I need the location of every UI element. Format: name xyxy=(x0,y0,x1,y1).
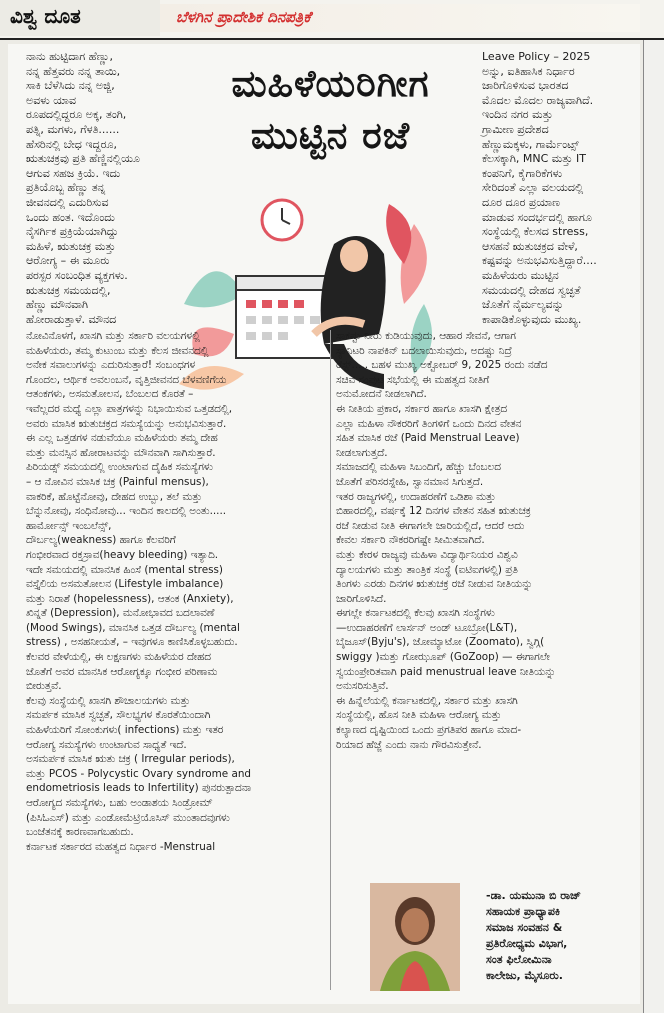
text-line: ವಸ್ತೈಲಿಯ ಅಸಮತೋಲನ (Lifestyle imbalance) xyxy=(26,578,224,591)
text-line: ಪಿರಿಯಡ್ಸ್ ಸಮಯದಲ್ಲಿ ಉಂಟಾಗುವ ದೈಹಿಕ ಸಮಸ್ಯೆಗಳು xyxy=(26,461,213,474)
text-line: ಆರೋಗ್ಯ – ಈ ಮೂರು xyxy=(26,254,110,268)
text-line: ರಜೆ ನೀಡುವ ನೀತಿ ಈಗಾಗಲೇ ಜಾರಿಯಲ್ಲಿದೆ, ಆದರೆ ಅದು xyxy=(336,519,525,532)
text-line: ಎಲ್ಲಾ ಮಹಿಳಾ ನೌಕರರಿಗೆ ತಿಂಗಳಿಗೆ ಒಂದು ದಿನದ ವೇತನ xyxy=(336,417,522,430)
text-line: ದೂರ ದೂರ ಪ್ರಯಾಣ xyxy=(482,195,560,209)
text-line: ಬೆನ್ನುನೋವು, ಸಂಧಿನೋವು... ಇಂದಿನ ಕಾಲದಲ್ಲಿ ಅಂತು..... xyxy=(26,505,227,518)
text-line: ಒಂದು ಹಂತ. ಇದೊಂದು xyxy=(26,210,115,224)
text-line: ಮಹಿಳೆಯರು ಮುಟ್ಟಿನ xyxy=(482,268,559,282)
text-line: ಮೊದಲ ಮೊದಲ ರಾಜ್ಯವಾಗಿದೆ. xyxy=(482,93,594,107)
text-line: ಆತಂಕಗಳು, ಅಸಮತೋಲನ, ಬೆಂಬಲದ ಕೊರತೆ – xyxy=(26,388,194,401)
text-line: ಪತ್ನಿ, ಮಗಳು, ಗೆಳತಿ...... xyxy=(26,122,120,136)
text-line: ಹೆಣ್ಣು ಮೌನವಾಗಿ xyxy=(26,298,89,312)
tagline-bar xyxy=(160,4,640,32)
text-line: ಸಮಯದಲ್ಲಿ ದೇಹದ ಸ್ವಚ್ಛತೆ xyxy=(482,283,581,297)
masthead xyxy=(0,0,664,40)
text-line: ಕಾಪಾಡಿಕೊಳ್ಳುವುದು ಮುಖ್ಯ. xyxy=(482,312,582,326)
text-line: ಪ್ರತಿಯೊಬ್ಬ ಹೆಣ್ಣು ತನ್ನ xyxy=(26,181,106,195)
text-line: Leave Policy – 2025 xyxy=(482,50,591,63)
byline-line: ಸಹಾಯಕ ಪ್ರಾಧ್ಯಾಪಕಿ xyxy=(486,905,561,918)
text-line: ಮತ್ತು ಕೇರಳ ರಾಜ್ಯವು ಮಹಿಳಾ ವಿದ್ಯಾರ್ಥಿನಿಯರ ವಿಶ್ವವಿ xyxy=(336,548,518,561)
text-line: ಋತುಚಕ್ರವು ಪ್ರತಿ ಹೆಣ್ಣಿನಲ್ಲಿಯೂ xyxy=(26,152,140,166)
text-line: ಮತ್ತು ಮನಸ್ಸಿನ ಹೋರಾಟವನ್ನು ಮೌನವಾಗಿ ಸಾಗಿಸುತ್ತಾರೆ. xyxy=(26,446,216,459)
intro-column xyxy=(26,50,166,327)
text-line: ಪರಸ್ಪರ ಸಂಬಂಧಿತ ವ್ಯಕ್ತಗಳು. xyxy=(26,268,128,282)
article-page xyxy=(8,44,640,1004)
text-line: ಈ ಎಲ್ಲ ಒತ್ತಡಗಳ ನಡುವೆಯೂ ಮಹಿಳೆಯರು ತಮ್ಮ ದೇಹ xyxy=(26,432,218,445)
text-line: ಕೆಲವರ ವೇಳೆಯಲ್ಲಿ, ಈ ಲಕ್ಷಣಗಳು ಮಹಿಳೆಯರ ದೇಹದ xyxy=(26,651,211,664)
text-line: ಇದೇ ಸಮಯದಲ್ಲಿ ಮಾನಸಿಕ ಹಿಂಸೆ (mental stress) xyxy=(26,563,223,576)
text-line: ಈಗಲ್ಲೇ ಕರ್ನಾಟಕದಲ್ಲಿ ಕೆಲವು ಖಾಸಗಿ ಸಂಸ್ಥೆಗಳು xyxy=(336,607,495,620)
text-line: ಕಂಪನಿಗೆ, ಕೈಗಾರಿಕೆಗಳು xyxy=(482,166,563,180)
text-line: —ಉದಾಹರಣೆಗೆ ಲಾರ್ಸನ್ ಅಂಡ್ ಟೂಬ್ರೋ(L&T), xyxy=(336,621,518,634)
tagline: ಬೆಳಗಿನ ಪ್ರಾದೇಶಿಕ ದಿನಪತ್ರಿಕೆ xyxy=(176,8,311,26)
newspaper-logo: ವಿಶ್ವ ದೂತ xyxy=(10,4,81,28)
text-line: ಆಸಹನೆ ಋತುಚಕ್ರದ ವೇಳೆ, xyxy=(482,239,578,253)
text-line: ಸಾಕಷ್ಟು ನೀರು ಕುಡಿಯುವುದು, ಆಹಾರ ಸೇವನೆ, ಆಗಾಗ xyxy=(336,330,516,342)
text-line: ಅನೇಕ ಸವಾಲುಗಳನ್ನು ಎದುರಿಸುತ್ತಾರೆ! ಸಂಬಂಧಗಳ xyxy=(26,359,196,372)
text-line: ರೂಪದಲ್ಲಿದ್ದರೂ ಅಕ್ಕ, ತಂಗಿ, xyxy=(26,108,127,122)
text-line: – ಆ ನೋವಿನ ಮಾಸಿಕ ಚಕ್ರ (Painful mensus), xyxy=(26,475,209,488)
text-line: ಬಿಹಾರದಲ್ಲಿ, ವರ್ಷಕ್ಕೆ 12 ದಿನಗಳ ವೇತನ ಸಹಿತ ಋತುಚಕ್ರ xyxy=(336,505,531,518)
headline-line-2: ಮುಟ್ಟಿನ ರಜೆ xyxy=(250,114,411,157)
text-line: ಈ ಹಿನ್ನೆಲೆಯಲ್ಲಿ ಕರ್ನಾಟಕದಲ್ಲಿ, ಸರ್ಕಾರ ಮತ್ತು ಖಾಸಗಿ xyxy=(336,694,518,707)
byline-line: ಸಮಾಜ ಸಂವಹನ & xyxy=(486,921,563,934)
text-line: ಸಮರ್ಪಕ ಮಾಸಿಕ ಸ್ವಚ್ಛತೆ, ಸೌಲಭ್ಯಗಳ ಕೊರತೆಯಿಂದಾಗಿ xyxy=(26,709,211,722)
policy-intro-column xyxy=(482,50,640,327)
text-line: ರಿಯಾದ ಹೆಜ್ಜೆ ಎಂದು ನಾನು ಗೌರವಿಸುತ್ತೇನೆ. xyxy=(336,738,482,751)
text-line: ಆಗುವ ಸಹಜ ಕ್ರಿಯೆ. ಇದು xyxy=(26,166,121,180)
text-line: ಜಾರಿಗೊಳಿಸಿದೆ. xyxy=(336,592,387,605)
headline xyxy=(158,58,503,162)
text-line: ಅವರು ಮಾಸಿಕ ಋತುಚಕ್ರದ ಸಮಸ್ಯೆಯನ್ನು ಅನುಭವಿಸುತ್ತಾರೆ. xyxy=(26,417,227,430)
text-line: ಈ ನೀತಿಯ ಪ್ರಕಾರ, ಸರ್ಕಾರ ಹಾಗೂ ಖಾಸಗಿ ಕ್ಷೇತ್ರದ xyxy=(336,402,508,415)
text-line: ರೆಸ್ಟ್..... ಬಹಳ ಮುಖ್ಯ ಅಕ್ಟೋಬರ್ 9, 2025 ರಂದು ನಡೆದ xyxy=(336,359,548,372)
text-line: ಸೇರಿದಂತೆ ಎಲ್ಲಾ ವಲಯದಲ್ಲಿ xyxy=(482,181,584,195)
text-line: ಗಂಭೀರವಾದ ರಕ್ತಸ್ರಾವ(heavy bleeding) ಇತ್ಯಾದಿ. xyxy=(26,548,219,561)
text-line: ತಿಂಗಳು ಎರಡು ದಿನಗಳ ಋತುಚಕ್ರ ರಜೆ ನೀಡುವ ನೀತಿಯನ್ನು xyxy=(336,578,533,591)
text-line: (Mood Swings), ಮಾನಸಿಕ ಒತ್ತಡ ದೌರ್ಬಲ್ಯ (mental xyxy=(26,621,240,634)
byline-line: ಕಾಲೇಜು, ಮೈಸೂರು. xyxy=(486,969,563,982)
text-line: ಮಹಿಳೆಯರು, ತಮ್ಮ ಕುಟುಂಬ ಮತ್ತು ಕೆಲಸ ಜೀವನದಲ್ಲಿ xyxy=(26,344,209,357)
text-line: ಮಹಿಳೆ, ಋತುಚಕ್ರ ಮತ್ತು xyxy=(26,239,116,253)
text-line: ಹೋರಾಡುತ್ತಾಳೆ. ಮೌನದ xyxy=(26,312,117,326)
text-line: ಜೊತೆಗೆ ಅವರ ಮಾನಸಿಕ ಆರೋಗ್ಯಕ್ಕೂ ಗಂಭೀರ ಪರಿಣಾಮ xyxy=(26,665,218,678)
text-line: ನೋವಿನೊಳಗೆ, ಖಾಸಗಿ ಮತ್ತು ಸರ್ಕಾರಿ ವಲಯಗಳಲ್ಲಿ xyxy=(26,330,200,342)
text-line: ಅವಳು ಯಾವ xyxy=(26,93,77,107)
body-column-left xyxy=(26,329,326,854)
text-line: ಕಷ್ಟವನ್ನು ಅನುಭವಿಸುತ್ತಿದ್ದಾರೆ.... xyxy=(482,254,597,268)
text-line: ಕೆಲವು ಸಂಸ್ಥೆಯಲ್ಲಿ ಖಾಸಗಿ ಶೌಚಾಲಯಗಳು ಮತ್ತು xyxy=(26,694,191,707)
logo-bar xyxy=(0,0,160,36)
text-line: ದ್ಯಾಲಯಗಳು ಮತ್ತು ತಾಂತ್ರಿಕ ಸಂಸ್ಥೆ (ಐಟಿಐಗಳಲ್ಲಿ) ಪ್ರತಿ xyxy=(336,563,518,576)
text-line: ಋತುಚಕ್ರ ಸಮಯದಲ್ಲಿ, xyxy=(26,283,111,297)
text-line: ಜೊತೆಗೆ ನೈರ್ಮಲ್ಯವನ್ನು xyxy=(482,298,564,312)
text-line: ಕೇವಲ ಸರ್ಕಾರಿ ನೌಕರರಿಗಷ್ಟೇ ಸೀಮಿತವಾಗಿದೆ. xyxy=(336,534,485,547)
text-line: (ಪಿಸಿಓಎಸ್) ಮತ್ತು ಎಂಡೋಮೆಟ್ರಿಯೊಸಿಸ್ ಮುಂತಾದವುಗಳು xyxy=(26,811,230,824)
text-line: ಜಾರಿಗೊಳಿಸುವ ಭಾರತದ xyxy=(482,79,569,93)
text-line: ಬಂಜೆತನಕ್ಕೆ ಕಾರಣವಾಗಬಹುದು. xyxy=(26,826,134,839)
text-line: ಗ್ರಾಮೀಣ ಪ್ರದೇಶದ xyxy=(482,122,549,136)
adjacent-page-edge xyxy=(643,40,664,1013)
text-line: ಇವೆಲ್ಲದರ ಮಧ್ಯೆ ಎಲ್ಲಾ ಪಾತ್ರಗಳನ್ನು ನಿಭಾಯಿಸುವ ಒತ್ತಡದಲ್ಲಿ, xyxy=(26,402,233,415)
text-line: swiggy )ಮತ್ತು ಗೋಝೂಪ್ (GoZoop) — ಈಗಾಗಲೇ xyxy=(336,651,550,664)
body-column-right xyxy=(336,329,638,752)
text-line: ಸಚಿವ ಸಂಪುಟ ಸಭೆಯಲ್ಲಿ ಈ ಮಹತ್ವದ ನೀತಿಗೆ xyxy=(336,373,490,386)
byline-line: ಸಂತ ಫಿಲೋಮಿನಾ xyxy=(486,953,552,966)
headline-line-1: ಮಹಿಳೆಯರಿಗೀಗ xyxy=(231,62,430,105)
text-line: ಹೆಸರಿನಲ್ಲಿ ಬೇಧ ಇದ್ದರೂ, xyxy=(26,137,117,151)
text-line: ಇತರ ರಾಜ್ಯಗಳಲ್ಲಿ, ಉದಾಹರಣೆಗೆ ಒಡಿಶಾ ಮತ್ತು xyxy=(336,490,496,503)
text-line: ಗೊಂದಲ, ಆರ್ಥಿಕ ಅವಲಂಬನೆ, ವೃತ್ತಿಜೀವನದ ಬೆಳವಣಿಗೆಯ xyxy=(26,373,227,386)
text-line: ಕರ್ನಾಟಕ ಸರ್ಕಾರದ ಮಹತ್ವದ ನಿರ್ಧಾರ -Menstrual xyxy=(26,840,216,853)
byline-line: -ಡಾ. ಯಮುನಾ ಬಿ ರಾಜ್ xyxy=(486,889,581,902)
text-line: ಮತ್ತು PCOS - Polycystic Ovary syndrome and xyxy=(26,767,251,780)
text-line: ಮಹಿಳೆಯರಿಗೆ ಸೋಂಕುಗಳು( infections) ಮತ್ತು ಇತರ xyxy=(26,724,224,737)
byline-line: ಪ್ರತಿರೋಧ್ಯಮ ವಿಭಾಗ, xyxy=(486,937,568,950)
text-line: ನೈಸರ್ಗಿಕ ಪ್ರಕ್ರಿಯೆಯಾಗಿದ್ದು xyxy=(26,225,119,239)
text-line: ಅನುಸರಿಸುತ್ತಿವೆ. xyxy=(336,680,389,693)
text-line: ಸಮಾಜದಲ್ಲಿ ಮಹಿಳಾ ಸಿಬಂದಿಗೆ, ಹೆಚ್ಚು ಬೆಂಬಲದ xyxy=(336,461,502,474)
text-line: ಕೆಲಸಕ್ಕಾಗಿ, MNC ಮತ್ತು IT xyxy=(482,152,586,166)
text-line: ಮತ್ತು ನಿರಾಶೆ (hopelessness), ಆತಂಕ (Anxiety), xyxy=(26,592,234,605)
text-line: ಸಂಸ್ಥೆಯಲ್ಲಿ, ಹೊಸ ನೀತಿ ಮಹಿಳಾ ಆರೋಗ್ಯ ಮತ್ತು xyxy=(336,709,502,722)
text-line: ಸಹಿತ ಮಾಸಿಕ ರಜೆ (Paid Menstrual Leave) xyxy=(336,432,520,445)
text-line: ಆರೋಗ್ಯ ಸಮಸ್ಯೆಗಳು ಉಂಟಾಗುವ ಸಾಧ್ಯತೆ ಇದೆ. xyxy=(26,738,187,751)
text-line: ನಾನು ಹುಟ್ಟಿದಾಗ ಹೆಣ್ಣು, xyxy=(26,50,114,63)
text-line: endometriosis leads to Infertility) ಪುನರುತ್ಪಾದನಾ xyxy=(26,782,252,795)
text-line: ಸ್ಯಾನಿಟರಿ ನಾಪಕಿನ್ ಬದಲಾಯಿಸುವುದು, ಅದಷ್ಟು ನಿದ್ರೆ xyxy=(336,344,512,357)
text-line: ಮಾಡುವ ಸಂದರ್ಭದಲ್ಲಿ ಹಾಗೂ xyxy=(482,210,592,224)
text-line: ಅಸಮರ್ಪಕ ಮಾಸಿಕ ಋತು ಚಕ್ರ ( Irregular periods), xyxy=(26,753,235,766)
text-line: ನನ್ನ ಹೆತ್ತವರು ನನ್ನ ತಾಯಿ, xyxy=(26,64,121,78)
text-line: ಸಂಸ್ಥೆಯಲ್ಲಿ ಕೆಲಸದ stress, xyxy=(482,225,589,239)
text-line: ಹೆಣ್ಣುಮಕ್ಕಳು, ಗಾರ್ಮೆಂಟ್ಸ್ xyxy=(482,137,579,151)
text-line: ಅನ್ನು, ಐತಿಹಾಸಿಕ ನಿರ್ಧಾರ xyxy=(482,64,575,78)
text-line: ಸ್ವಯಂಪ್ರೇರಿತವಾಗಿ paid menustrual leave ನೀತಿಯನ್ನು xyxy=(336,665,556,678)
column-divider xyxy=(330,330,331,990)
text-line: ಅನುಮೋದನೆ ನೀಡಲಾಗಿದೆ. xyxy=(336,388,427,401)
clock-icon xyxy=(262,200,302,240)
text-line: ಕಲ್ಯಾಣದ ದೃಷ್ಟಿಯಿಂದ ಒಂದು ಪ್ರಗತಿಪರ ಹಾಗೂ ಮಾದ- xyxy=(336,724,522,737)
text-line: ಸಾಕಿ ಬೆಳೆಸಿದು ನನ್ನ ಅಜ್ಜಿ, xyxy=(26,79,115,93)
text-line: stress) , ಅಸಹನೀಯತೆ, – ಇವುಗಳೂ ಕಾಣಿಸಿಕೊಳ್ಳಬಹುದು. xyxy=(26,636,238,649)
text-line: ಜೊತೆಗೆ ಪರಿಸರಸ್ನೇಹಿ, ಸ್ವಾನಮಾನ ಸಿಗುತ್ತದೆ. xyxy=(336,475,484,488)
text-line: ಖಿನ್ನತೆ (Depression), ಮನೋಭಾವದ ಬದಲಾವಣೆ xyxy=(26,607,215,620)
text-line: ವಾಕರಿಕೆ, ಹೊಟ್ಟೆನೋವು, ದೇಹದ ಉಬ್ಬು, ತಲೆ ಮತ್ತು xyxy=(26,490,202,503)
text-line: ಬೀರುತ್ತವೆ. xyxy=(26,680,62,693)
text-line: ಜೀವನದಲ್ಲಿ ಎದುರಿಸುವ xyxy=(26,195,109,209)
author-portrait xyxy=(370,883,460,991)
text-line: ಇಂದಿನ ನಗರ ಮತ್ತು xyxy=(482,108,553,122)
text-line: ಬೈಜೂಸ್(Byju's), ಜೋಮ್ಯಾಟೋ (Zoomato), ಸ್ವಿಗ್ಗಿ( xyxy=(336,636,545,649)
text-line: ದೌರ್ಬಲ್ಯ(weakness) ಹಾಗೂ ಕೆಲವರಿಗೆ xyxy=(26,534,176,547)
text-line: ಆರೋಗ್ಯದ ಸಮಸ್ಯೆಗಳು, ಬಹು ಅಂಡಾಶಯ ಸಿಂಡ್ರೋಮ್ xyxy=(26,797,213,809)
text-line: ಹಾರ್ಮೋನ್ಸ್ ಇಂಬಲೆನ್ಸ್, xyxy=(26,519,112,532)
text-line: ನೀಡಲಾಗುತ್ತದೆ. xyxy=(336,446,388,459)
author-byline xyxy=(486,888,636,984)
